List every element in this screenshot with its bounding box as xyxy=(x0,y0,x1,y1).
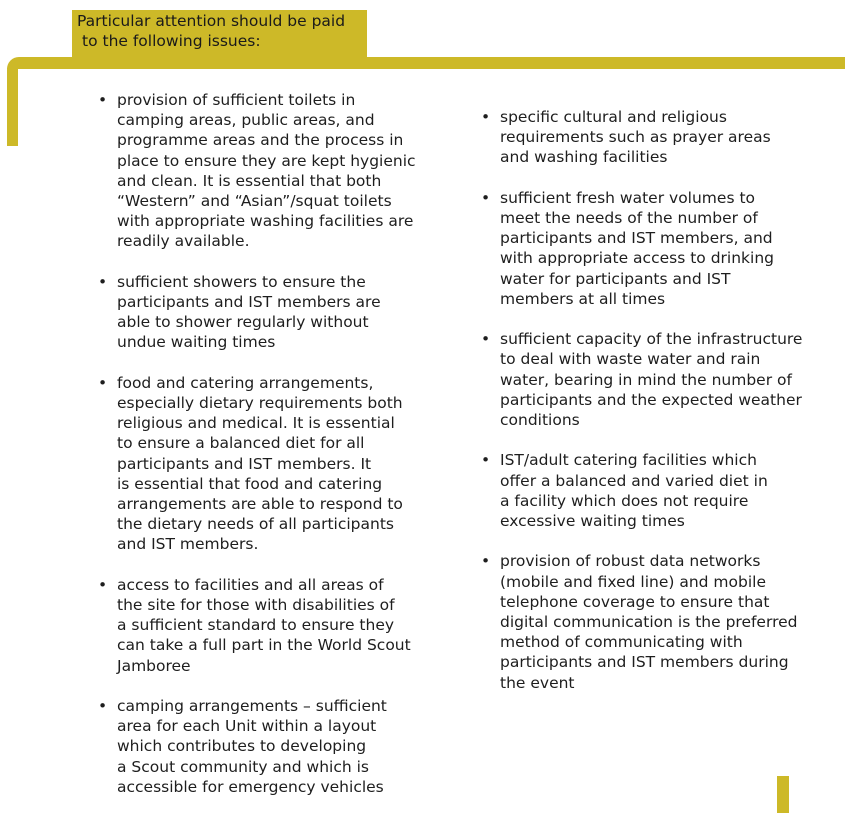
list-item-text: IST/adult catering facilities which offer a balanced and varied diet in a facility which does not require excessive waiting times xyxy=(500,451,768,531)
list-item-text: camping arrangements – sufficient area for each Unit within a layout which contributes to developing a Scout community and which is accessible for emergency vehicles xyxy=(117,697,387,796)
left-bullet-list xyxy=(98,90,443,817)
accent-corner-mark xyxy=(777,776,789,813)
list-item-text: specific cultural and religious requirements such as prayer areas and washing facilities xyxy=(500,108,771,167)
list-item xyxy=(98,373,443,555)
section-heading-line-2: to the following issues: xyxy=(82,32,261,50)
list-item-text: food and catering arrangements, especially dietary requirements both religious and medical. It is essential to ensure a balanced diet for all participants and IST members. It is essential that food and catering arrangements are able to respond to the dietary needs of all participants and IST members. xyxy=(117,373,403,554)
accent-top-rule xyxy=(7,57,845,69)
bullet-icon: • xyxy=(98,91,108,109)
list-item xyxy=(98,90,443,252)
list-item-text: provision of sufficient toilets in camping areas, public areas, and programme areas and the process in place to ensure they are kept hygienic and clean. It is essential that both “Western” and “Asian”/squat toilets with appropriate washing facilities are readily available. xyxy=(117,91,416,251)
bullet-icon: • xyxy=(481,552,491,571)
bullet-icon: • xyxy=(98,272,108,291)
list-item xyxy=(481,188,826,309)
list-item xyxy=(481,107,826,168)
list-item xyxy=(98,272,443,353)
bullet-icon: • xyxy=(481,330,491,349)
bullet-icon: • xyxy=(98,373,108,392)
list-item xyxy=(481,450,826,531)
list-item xyxy=(98,696,443,797)
bullet-icon: • xyxy=(98,697,108,716)
list-item xyxy=(481,329,826,430)
accent-left-rule xyxy=(7,62,18,146)
bullet-icon: • xyxy=(481,188,491,207)
list-item-text: sufficient showers to ensure the participants and IST members are able to shower regularly without undue waiting times xyxy=(117,272,381,352)
list-item xyxy=(98,575,443,676)
section-heading-line-1: Particular attention should be paid xyxy=(77,12,346,30)
bullet-icon: • xyxy=(98,575,108,594)
list-item xyxy=(481,551,826,692)
list-item-text: sufficient capacity of the infrastructure to deal with waste water and rain water, bearing in mind the number of participants and the expected weather conditions xyxy=(500,330,803,430)
list-item-text: provision of robust data networks (mobile and fixed line) and mobile telephone coverage to ensure that digital communication is the preferred method of communicating with participants and IST members during the event xyxy=(500,552,798,692)
list-item-text: sufficient fresh water volumes to meet the needs of the number of participants and IST members, and with appropriate access to drinking water for participants and IST members at all times xyxy=(500,188,774,308)
bullet-icon: • xyxy=(481,451,491,470)
right-bullet-list xyxy=(481,107,826,713)
bullet-icon: • xyxy=(481,108,491,126)
section-header-tab xyxy=(72,10,367,57)
list-item-text: access to facilities and all areas of the site for those with disabilities of a sufficient standard to ensure they can take a full part in the World Scout Jamboree xyxy=(117,575,411,675)
